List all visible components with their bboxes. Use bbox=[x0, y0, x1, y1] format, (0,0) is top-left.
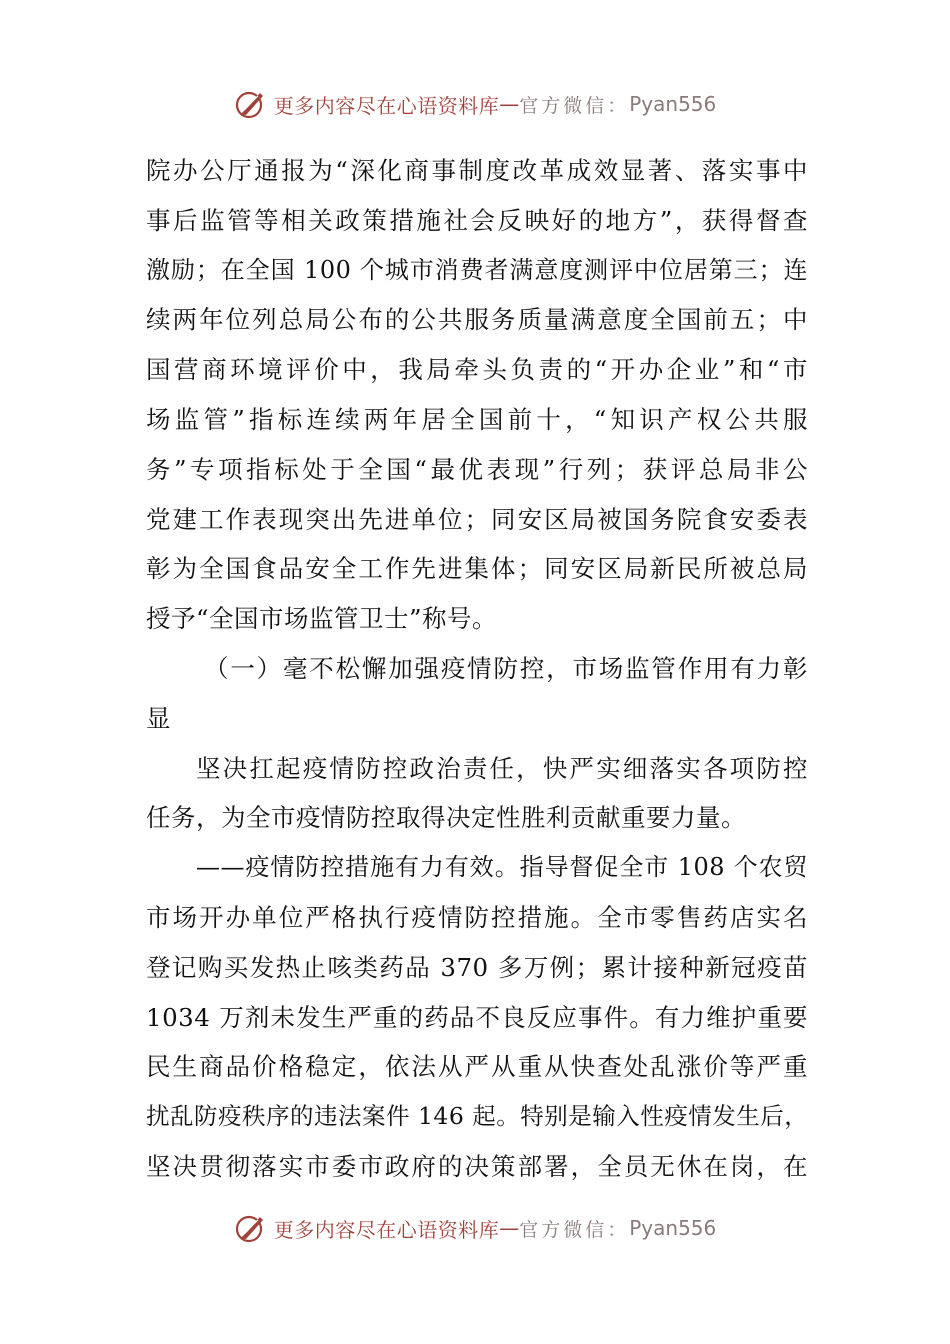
quill-logo-icon bbox=[234, 87, 268, 121]
text-line: ——疫情防控措施有力有效。指导督促全市 108 个农贸 bbox=[196, 853, 808, 882]
text-line: 1034 万剂未发生严重的药品不良反应事件。有力维护重要 bbox=[146, 1002, 808, 1032]
section-heading: （一）毫不松懈加强疫情防控，市场监管作用有力彰 bbox=[204, 653, 808, 683]
watermark-brand: 更多内容尽在心语资料库 bbox=[273, 93, 500, 118]
text-line: 续两年位列总局公布的公共服务质量满意度全国前五；中 bbox=[146, 305, 808, 335]
watermark-id: Pyan556 bbox=[629, 92, 717, 116]
text-line: 坚决扛起疫情防控政治责任，快严实细落实各项防控 bbox=[196, 753, 808, 783]
text-line: 场监管”指标连续两年居全国前十，“知识产权公共服 bbox=[146, 404, 808, 434]
text-line: 国营商环境评价中，我局牵头负责的“开办企业”和“市 bbox=[146, 355, 808, 385]
text-line: 党建工作表现突出先进单位；同安区局被国务院食安委表 bbox=[146, 504, 808, 534]
watermark-brand: 更多内容尽在心语资料库 bbox=[273, 1217, 500, 1242]
watermark-separator: — bbox=[499, 92, 520, 116]
text-line: 坚决贯彻落实市委市政府的决策部署，全员无休在岗，在 bbox=[146, 1151, 808, 1181]
watermark-id: Pyan556 bbox=[629, 1216, 717, 1240]
text-line: 登记购买发热止咳类药品 370 多万例；累计接种新冠疫苗 bbox=[146, 952, 808, 982]
text-line: 事后监管等相关政策措施社会反映好的地方”，获得督查 bbox=[146, 205, 808, 235]
text-line: 院办公厅通报为“深化商事制度改革成效显著、落实事中 bbox=[146, 156, 808, 185]
text-line: 彰为全国食品安全工作先进集体；同安区局新民所被总局 bbox=[146, 554, 808, 584]
text-line: 市场开办单位严格执行疫情防控措施。全市零售药店实名 bbox=[146, 902, 808, 932]
section-heading-continued: 显 bbox=[146, 703, 171, 733]
text-line: 民生商品价格稳定，依法从严从重从快查处乱涨价等严重 bbox=[146, 1052, 808, 1082]
quill-logo-icon bbox=[234, 1211, 268, 1245]
text-line: 激励；在全国 100 个城市消费者满意度测评中位居第三；连 bbox=[146, 255, 808, 284]
text-line: 扰乱防疫秩序的违法案件 146 起。特别是输入性疫情发生后， bbox=[146, 1102, 809, 1131]
watermark-label: 官方微信： bbox=[519, 1218, 630, 1241]
watermark-separator: — bbox=[499, 1216, 520, 1240]
document-body bbox=[146, 146, 808, 1192]
watermark-footer bbox=[0, 1206, 950, 1250]
text-line: 授予“全国市场监管卫士”称号。 bbox=[146, 604, 498, 634]
watermark-label: 官方微信： bbox=[519, 94, 630, 117]
text-line: 务”专项指标处于全国“最优表现”行列；获评总局非公 bbox=[146, 454, 808, 484]
text-line: 任务，为全市疫情防控取得决定性胜利贡献重要力量。 bbox=[146, 803, 746, 833]
watermark-header bbox=[0, 82, 950, 126]
